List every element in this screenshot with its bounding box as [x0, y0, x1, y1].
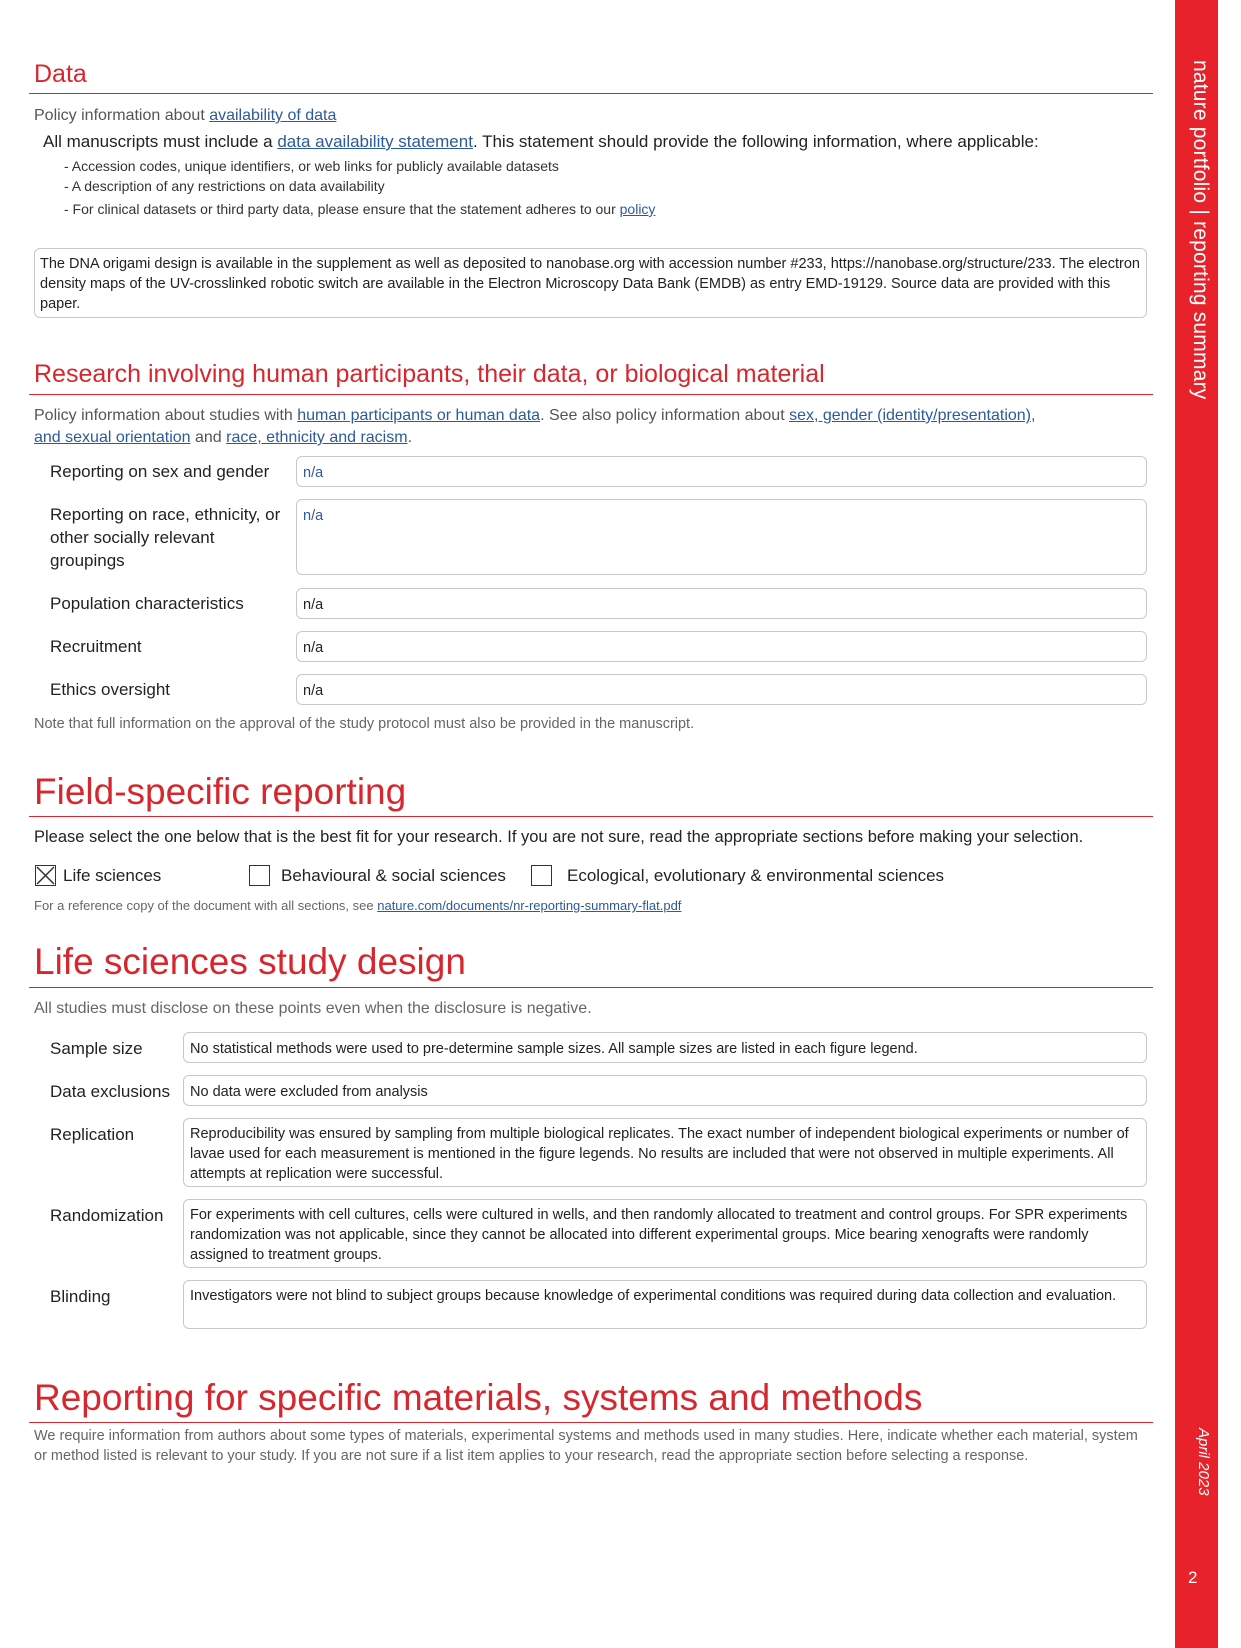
field-label: Reporting on race, ethnicity, or other socially relevant groupings: [50, 505, 281, 570]
data-heading: Data: [34, 60, 87, 88]
life-sciences-checkbox[interactable]: [35, 865, 56, 886]
check-x-icon: [36, 866, 55, 885]
human-research-heading: Research involving human participants, their data, or biological material: [34, 360, 825, 388]
data-availability-answer[interactable]: The DNA origami design is available in the supplement as well as deposited to nanobase.org with accession number #233, https://nanobase.org/structure/233. The electron density maps of the UV-crosslinked robotic switch are available in the Electron Microscopy Data Bank (EMDB) as entry EMD-19129. Source data are provided with this paper.: [34, 248, 1147, 318]
data-bullet: - Accession codes, unique identifiers, or web links for publicly available datasets: [64, 158, 559, 174]
sample-size-field[interactable]: No statistical methods were used to pre-determine sample sizes. All sample sizes are listed in each figure legend.: [183, 1032, 1147, 1063]
ethics-oversight-field[interactable]: n/a: [296, 674, 1147, 705]
data-requirement-line: All manuscripts must include a data availability statement. This statement should provide the following information, where applicable:: [43, 132, 1039, 151]
materials-rule: [29, 1422, 1153, 1423]
population-characteristics-field[interactable]: n/a: [296, 588, 1147, 619]
field-label: Ethics oversight: [50, 680, 170, 699]
sidebar-title: nature portfolio | reporting summary: [1189, 60, 1212, 400]
sex-gender-link[interactable]: sex, gender (identity/presentation),: [789, 407, 1036, 424]
randomization-field[interactable]: For experiments with cell cultures, cells were cultured in wells, and then randomly allocated to treatment and control groups. For SPR experiments randomization was not applicable, since they cannot be allocated into different experimental groups. Mice bearing xenografts were randomly assigned to treatment groups.: [183, 1199, 1147, 1268]
field-label: Replication: [50, 1125, 135, 1144]
policy-link[interactable]: policy: [619, 201, 656, 217]
life-sciences-label: Life sciences: [63, 866, 162, 885]
page-number: 2: [1188, 1568, 1198, 1587]
sidebar-date: April 2023: [1195, 1428, 1212, 1496]
materials-text: We require information from authors about some types of materials, experimental systems and methods used in many studies. Here, indicate whether each material, system or method listed is relevant to your study. If you are not sure if a list item applies to your research, read the appropriate section before selecting a response.: [34, 1428, 1138, 1464]
availability-of-data-link[interactable]: availability of data: [209, 107, 337, 124]
field-specific-rule: [29, 816, 1153, 817]
data-exclusions-field[interactable]: No data were excluded from analysis: [183, 1075, 1147, 1106]
life-intro: All studies must disclose on these points even when the disclosure is negative.: [34, 1000, 592, 1017]
field-label: Population characteristics: [50, 594, 244, 613]
reporting-summary-pdf-link[interactable]: nature.com/documents/nr-reporting-summary-flat.pdf: [377, 898, 682, 913]
field-label: Randomization: [50, 1206, 164, 1225]
human-research-rule: [29, 394, 1153, 395]
data-availability-statement-link[interactable]: data availability statement: [277, 132, 473, 151]
life-sciences-rule: [29, 987, 1153, 988]
sex-gender-field[interactable]: n/a: [296, 456, 1147, 487]
field-label: Reporting on sex and gender: [50, 462, 270, 481]
field-label: Data exclusions: [50, 1082, 171, 1101]
recruitment-field[interactable]: n/a: [296, 631, 1147, 662]
field-label: Blinding: [50, 1287, 111, 1306]
ecological-label: Ecological, evolutionary & environmental sciences: [567, 866, 945, 885]
human-policy-line-1: Policy information about studies with human participants or human data. See also policy information about sex, gender (identity/presentation),: [34, 407, 1036, 424]
human-participants-link[interactable]: human participants or human data: [297, 407, 541, 424]
ecological-checkbox[interactable]: [531, 865, 552, 886]
sex-gender-link[interactable]: and sexual orientation: [34, 429, 191, 446]
materials-heading: Reporting for specific materials, systems and methods: [34, 1377, 923, 1418]
human-policy-line-2: and sexual orientation and race, ethnicity and racism.: [34, 429, 413, 446]
field-label: Recruitment: [50, 637, 142, 656]
race-ethnicity-link[interactable]: race, ethnicity and racism: [226, 429, 408, 446]
field-specific-heading: Field-specific reporting: [34, 771, 407, 812]
race-ethnicity-field[interactable]: n/a: [296, 499, 1147, 575]
behavioural-checkbox[interactable]: [249, 865, 270, 886]
life-sciences-heading: Life sciences study design: [34, 941, 466, 982]
field-instruction: Please select the one below that is the best fit for your research. If you are not sure, read the appropriate sections before making your selection.: [34, 828, 1084, 846]
reference-copy-line: For a reference copy of the document with all sections, see nature.com/documents/nr-reporting-summary-flat.pdf: [34, 898, 682, 913]
field-label: Sample size: [50, 1039, 143, 1058]
protocol-note: Note that full information on the approval of the study protocol must also be provided in the manuscript.: [34, 716, 695, 732]
data-policy-line: Policy information about availability of data: [34, 107, 337, 124]
data-rule: [29, 93, 1153, 94]
replication-field[interactable]: Reproducibility was ensured by sampling from multiple biological replicates. The exact number of independent biological experiments or number of lavae used for each measurement is mentioned in the figure legends. No results are included that were not observed in multiple experiments. All attempts at replication were successful.: [183, 1118, 1147, 1187]
blinding-field[interactable]: Investigators were not blind to subject groups because knowledge of experimental conditions was required during data collection and evaluation.: [183, 1280, 1147, 1329]
behavioural-label: Behavioural & social sciences: [281, 866, 506, 885]
data-bullet: - For clinical datasets or third party data, please ensure that the statement adheres to our policy: [64, 201, 656, 217]
data-bullet: - A description of any restrictions on data availability: [64, 178, 385, 194]
